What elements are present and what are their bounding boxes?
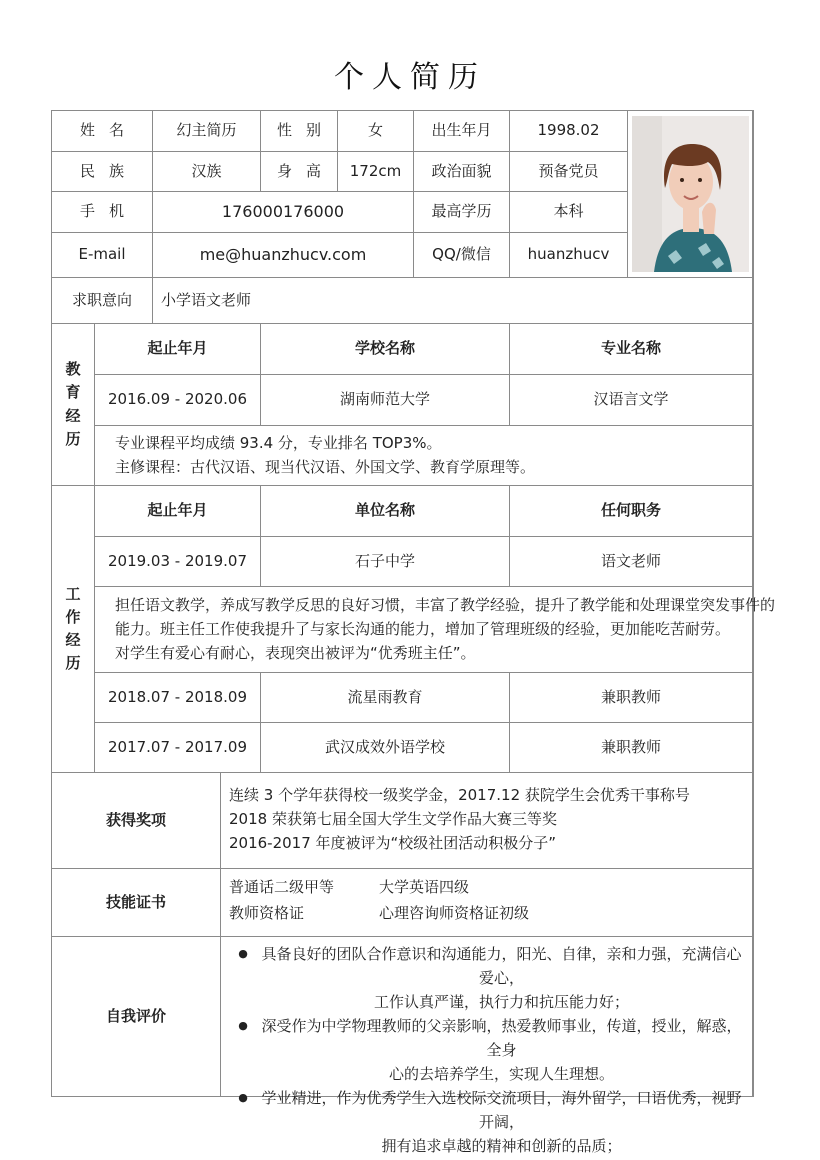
self-eval-line: 工作认真严谨，执行力和抗压能力好； xyxy=(373,993,629,1011)
awards-label: 获得奖项 xyxy=(52,773,221,869)
resume-table xyxy=(51,110,776,1155)
work-desc-line: 担任语文教学，养成写教学反思的良好习惯，丰富了教学经验，提升了教学能和处理课堂突发事件的 xyxy=(115,596,776,614)
phone-value: 176000176000 xyxy=(153,192,414,233)
education-label-char: 历 xyxy=(65,429,81,448)
edu-header-major: 专业名称 xyxy=(510,324,753,375)
photo-eye-left xyxy=(680,178,684,182)
self-eval-line: 具备良好的团队合作意识和沟通能力，阳光、自律，亲和力强，充满信心爱心， xyxy=(261,945,742,987)
birth-label: 出生年月 xyxy=(414,111,510,152)
work-label-char: 工 xyxy=(65,584,81,603)
edu-note-line: 专业课程平均成绩 93.4 分，专业排名 TOP3%。 xyxy=(115,434,442,452)
work3-employer: 武汉成效外语学校 xyxy=(261,723,510,773)
photo-wall-shadow xyxy=(632,116,662,272)
award-line: 2016-2017 年度被评为“校级社团活动积极分子” xyxy=(229,834,557,852)
job-value: 小学语文老师 xyxy=(153,278,753,324)
qq-label: QQ/微信 xyxy=(414,233,510,278)
height-value: 172cm xyxy=(338,152,414,192)
work-label-char: 历 xyxy=(65,654,81,673)
bullet-icon: ● xyxy=(238,1091,248,1104)
height-label: 身高 xyxy=(261,152,338,192)
work2-employer: 流星雨教育 xyxy=(261,673,510,723)
edu-note-line: 主修课程：古代汉语、现当代汉语、外国文学、教育学原理等。 xyxy=(115,458,536,476)
birth-value: 1998.02 xyxy=(510,111,628,152)
skill-item: 普通话二级甲等 xyxy=(229,878,335,896)
portrait-photo-icon xyxy=(632,116,749,272)
work3-period: 2017.07 - 2017.09 xyxy=(95,723,261,773)
education-section-label xyxy=(52,324,95,486)
political-label: 政治面貌 xyxy=(414,152,510,192)
work-label-char: 作 xyxy=(65,607,81,626)
skill-item: 教师资格证 xyxy=(229,904,305,922)
edu-header-school: 学校名称 xyxy=(261,324,510,375)
work3-role: 兼职教师 xyxy=(510,723,753,773)
award-line: 连续 3 个学年获得校一级奖学金，2017.12 获院学生会优秀干事称号 xyxy=(229,786,690,804)
work1-description xyxy=(95,587,776,673)
work-label-char: 经 xyxy=(65,631,81,649)
education-label-char: 经 xyxy=(65,406,81,425)
award-line: 2018 荣获第七届全国大学生文学作品大赛三等奖 xyxy=(229,810,557,828)
page-title: 个人简历 xyxy=(334,60,486,95)
education-label-char: 育 xyxy=(65,383,81,402)
self-eval-line: 拥有追求卓越的精神和创新的品质； xyxy=(381,1137,622,1155)
edu-header-period: 起止年月 xyxy=(95,324,261,375)
name-label: 姓名 xyxy=(52,111,153,152)
work-header-period: 起止年月 xyxy=(95,486,261,537)
degree-value: 本科 xyxy=(510,192,628,233)
work1-role: 语文老师 xyxy=(510,537,753,587)
work2-period: 2018.07 - 2018.09 xyxy=(95,673,261,723)
ethnic-value: 汉族 xyxy=(153,152,261,192)
phone-label: 手机 xyxy=(52,192,153,233)
work2-role: 兼职教师 xyxy=(510,673,753,723)
skills-label: 技能证书 xyxy=(52,869,221,937)
ethnic-label: 民族 xyxy=(52,152,153,192)
photo-cell xyxy=(628,111,753,278)
degree-label: 最高学历 xyxy=(414,192,510,233)
work-header-role: 任何职务 xyxy=(510,486,753,537)
photo-eye-right xyxy=(698,178,702,182)
qq-value: huanzhucv xyxy=(510,233,628,278)
work-section-label xyxy=(52,486,95,773)
self-eval-label: 自我评价 xyxy=(52,937,221,1096)
education-label-char: 教 xyxy=(65,360,81,378)
bullet-icon: ● xyxy=(238,1019,248,1032)
work-header-employer: 单位名称 xyxy=(261,486,510,537)
self-eval-list xyxy=(221,937,753,1155)
work-desc-line: 对学生有爱心有耐心，表现突出被评为“优秀班主任”。 xyxy=(115,644,476,662)
skill-item: 心理咨询师资格证初级 xyxy=(379,904,530,922)
self-eval-line: 学业精进，作为优秀学生入选校际交流项目，海外留学，口语优秀，视野开阔， xyxy=(261,1089,742,1131)
skill-item: 大学英语四级 xyxy=(379,878,470,896)
job-label: 求职意向 xyxy=(52,278,153,324)
photo-hand xyxy=(702,203,716,234)
self-eval-line: 心的去培养学生，实现人生理想。 xyxy=(388,1065,614,1083)
awards-list xyxy=(221,773,753,869)
self-eval-item xyxy=(229,1086,746,1158)
work-desc-line: 能力。班主任工作使我提升了与家长沟通的能力，增加了管理班级的经验，更加能吃苦耐劳。 xyxy=(115,620,731,638)
bullet-icon: ● xyxy=(238,947,248,960)
work1-employer: 石子中学 xyxy=(261,537,510,587)
self-eval-item xyxy=(229,942,746,1014)
self-eval-line: 深受作为中学物理教师的父亲影响，热爱教师事业，传道，授业，解惑，全身 xyxy=(261,1017,742,1059)
skills-list xyxy=(221,869,753,937)
edu-period: 2016.09 - 2020.06 xyxy=(95,375,261,426)
self-eval-item xyxy=(229,1014,746,1086)
name-value: 幻主简历 xyxy=(153,111,261,152)
gender-value: 女 xyxy=(338,111,414,152)
political-value: 预备党员 xyxy=(510,152,628,192)
gender-label: 性别 xyxy=(261,111,338,152)
email-value: me@huanzhucv.com xyxy=(153,233,414,278)
edu-school: 湖南师范大学 xyxy=(261,375,510,426)
edu-major: 汉语言文学 xyxy=(510,375,753,426)
work1-period: 2019.03 - 2019.07 xyxy=(95,537,261,587)
email-label: E-mail xyxy=(52,233,153,278)
edu-notes xyxy=(95,426,753,486)
